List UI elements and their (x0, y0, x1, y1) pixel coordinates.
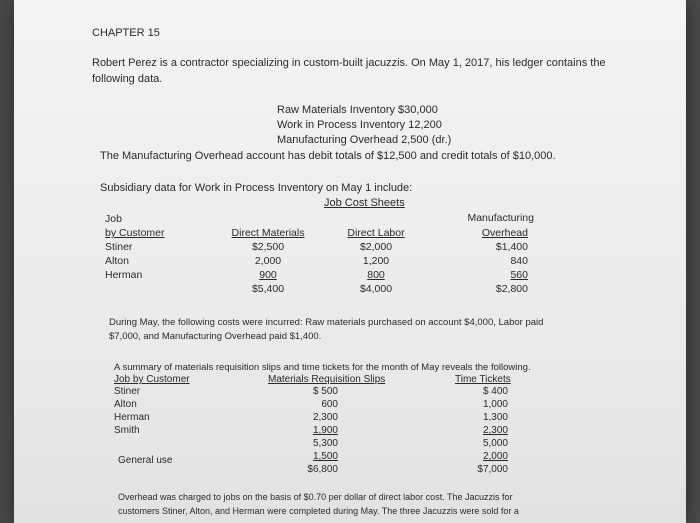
summary-row-smith: Smith (114, 425, 140, 436)
col-job-2: by Customer (105, 227, 165, 239)
col-job-1: Job (105, 213, 122, 225)
ledger-raw-materials: Raw Materials Inventory $30,000 (277, 104, 438, 116)
col-requisition-slips: Materials Requisition Slips (268, 374, 386, 385)
summary-row-stiner: Stiner (114, 386, 141, 397)
dm-herman: 900 (259, 269, 277, 281)
intro-line-2: following data. (92, 73, 163, 85)
mrs-subtotal: 5,300 (312, 438, 338, 449)
job-cost-sheets-title: Job Cost Sheets (324, 197, 405, 209)
dm-total: $5,400 (251, 283, 285, 295)
col-time-tickets: Time Tickets (455, 374, 511, 385)
tt-herman: 1,300 (482, 412, 508, 423)
col-overhead-2: Overhead (481, 227, 528, 239)
tt-general-use: 2,000 (482, 451, 508, 462)
dm-alton: 2,000 (254, 255, 282, 267)
tt-smith: 2,300 (482, 425, 508, 436)
may-costs-line-2: $7,000, and Manufacturing Overhead paid $1,400. (109, 331, 322, 342)
summary-intro: A summary of materials requisition slips and time tickets for the month of May reveals the following. (114, 362, 531, 373)
overhead-note: The Manufacturing Overhead account has debit totals of $12,500 and credit totals of $10,000. (100, 150, 556, 162)
dl-total: $4,000 (359, 283, 393, 295)
dl-alton: 1,200 (362, 255, 390, 267)
tt-total: $7,000 (477, 464, 508, 475)
ledger-overhead: Manufacturing Overhead 2,500 (dr.) (277, 134, 452, 146)
col-direct-materials: Direct Materials (231, 227, 305, 239)
mrs-total: $6,800 (307, 464, 338, 475)
job-row-alton: Alton (105, 255, 129, 267)
subsidiary-intro: Subsidiary data for Work in Process Inventory on May 1 include: (100, 182, 413, 194)
mo-alton: 840 (510, 255, 528, 267)
footer-line-1: Overhead was charged to jobs on the basis of $0.70 per dollar of direct labor cost. The Jacuzzis for (118, 492, 513, 502)
mrs-stiner: $ 500 (312, 386, 338, 397)
mrs-herman: 2,300 (312, 412, 338, 423)
footer-line-2: customers Stiner, Alton, and Herman were completed during May. The three Jacuzzis were sold for a (118, 506, 519, 516)
may-costs-line-1: During May, the following costs were incurred: Raw materials purchased on account $4,000, Labor paid (109, 317, 544, 328)
mo-total: $2,800 (495, 283, 528, 295)
tt-subtotal: 5,000 (482, 438, 508, 449)
mo-stiner: $1,400 (495, 241, 528, 253)
col-direct-labor: Direct Labor (347, 227, 405, 239)
summary-row-alton: Alton (114, 399, 137, 410)
document-page (14, 0, 686, 523)
col-summary-job: Job by Customer (114, 374, 190, 385)
tt-alton: 1,000 (482, 399, 508, 410)
job-row-stiner: Stiner (105, 241, 133, 253)
job-row-herman: Herman (105, 269, 143, 281)
mrs-alton: 600 (321, 399, 338, 410)
tt-stiner: $ 400 (482, 386, 508, 397)
summary-row-herman: Herman (114, 412, 150, 423)
mo-herman: 560 (510, 269, 528, 281)
col-overhead-1: Manufacturing (467, 212, 534, 224)
ledger-wip: Work in Process Inventory 12,200 (277, 119, 442, 131)
summary-row-general-use: General use (118, 455, 173, 466)
intro-line-1: Robert Perez is a contractor specializing in custom-built jacuzzis. On May 1, 2017, his ledger contains the (92, 57, 606, 69)
dl-stiner: $2,000 (359, 241, 393, 253)
chapter-heading: CHAPTER 15 (92, 27, 160, 39)
dm-stiner: $2,500 (251, 241, 285, 253)
mrs-general-use: 1,500 (312, 451, 338, 462)
dl-herman: 800 (367, 269, 385, 281)
mrs-smith: 1,900 (312, 425, 338, 436)
